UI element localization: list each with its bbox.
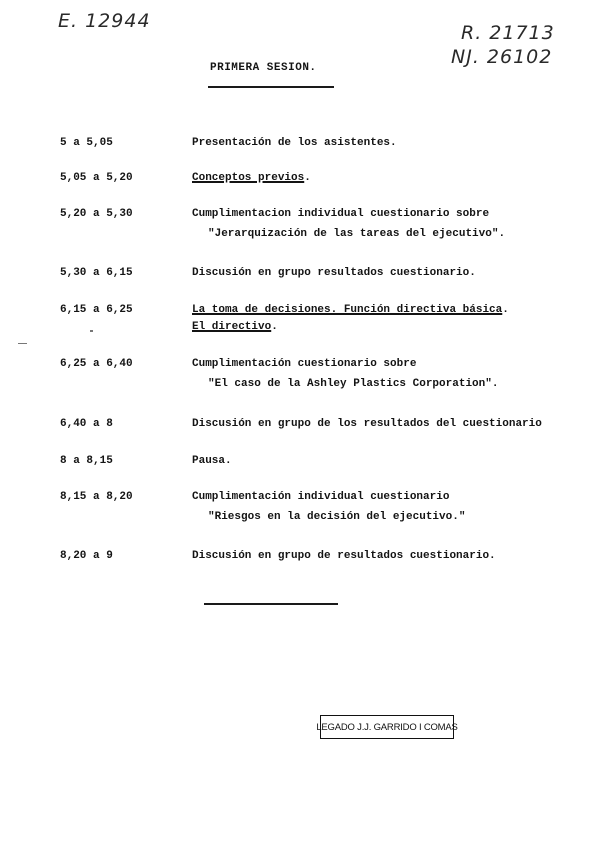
schedule-text: Pausa. (192, 455, 232, 467)
schedule-time: 5,05 a 5,20 (60, 172, 133, 184)
schedule-text: Discusión en grupo de los resultados del cuestionario (192, 418, 542, 430)
handwritten-reference-r: R. 21713 (461, 22, 555, 44)
schedule-text-underlined: El directivo (192, 321, 272, 333)
margin-mark (18, 343, 27, 344)
schedule-text-underlined: La toma de decisiones. Función directiva básica (192, 304, 503, 316)
closing-rule (204, 603, 338, 605)
schedule-text: Discusión en grupo de resultados cuestionario. (192, 550, 496, 562)
schedule-time: 5,20 a 5,30 (60, 208, 133, 220)
schedule-time: 8 a 8,15 (60, 455, 113, 467)
title-underline (208, 86, 334, 88)
schedule-text: Cumplimentacion individual cuestionario sobre (192, 208, 490, 220)
schedule-time: 5 a 5,05 (60, 137, 113, 149)
schedule-text: Conceptos previos. (192, 172, 311, 184)
schedule-time: 6,15 a 6,25 (60, 304, 133, 316)
schedule-text: Cumplimentación individual cuestionario (192, 491, 450, 503)
speck-mark (90, 330, 93, 332)
handwritten-reference-nj: NJ. 26102 (451, 46, 553, 68)
schedule-time: 5,30 a 6,15 (60, 267, 133, 279)
schedule-text-continuation: "El caso de la Ashley Plastics Corporation". (208, 378, 499, 390)
schedule-text-continuation: "Riesgos en la decisión del ejecutivo." (208, 511, 466, 523)
schedule-time: 6,40 a 8 (60, 418, 113, 430)
page-title: PRIMERA SESION. (210, 62, 317, 74)
archive-stamp: LEGADO J.J. GARRIDO I COMAS (320, 715, 454, 739)
schedule-time: 6,25 a 6,40 (60, 358, 133, 370)
schedule-text: Presentación de los asistentes. (192, 137, 397, 149)
schedule-text: La toma de decisiones. Función directiva básica. (192, 304, 509, 316)
schedule-time: 8,20 a 9 (60, 550, 113, 562)
schedule-time: 8,15 a 8,20 (60, 491, 133, 503)
schedule-text: Cumplimentación cuestionario sobre (192, 358, 417, 370)
schedule-text-continuation: "Jerarquización de las tareas del ejecutivo". (208, 228, 506, 240)
schedule-text-continuation: El directivo. (192, 321, 278, 333)
schedule-text-underlined: Conceptos previos (192, 172, 305, 184)
handwritten-reference-left: E. 12944 (58, 10, 151, 32)
schedule-text: Discusión en grupo resultados cuestionario. (192, 267, 476, 279)
